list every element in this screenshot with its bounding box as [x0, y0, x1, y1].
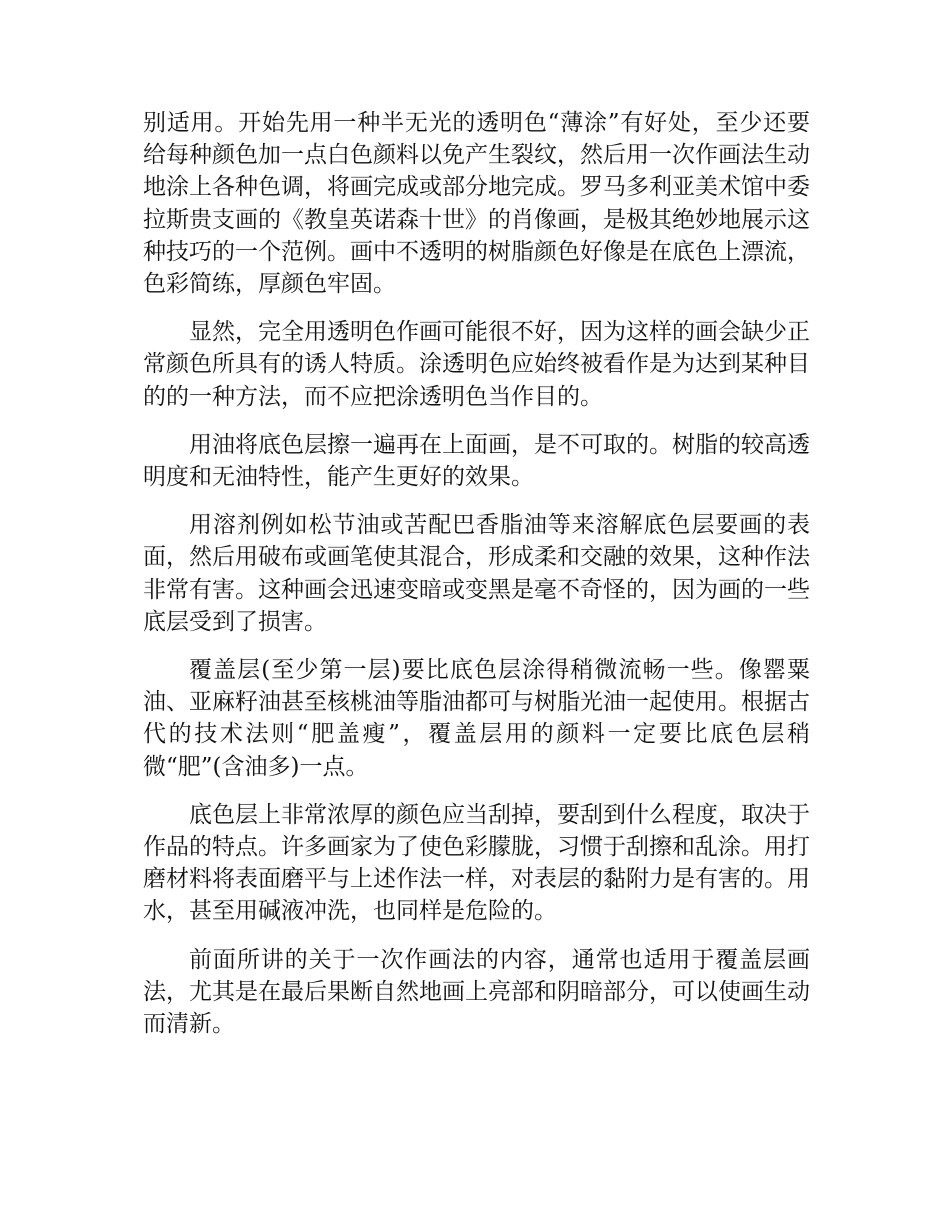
- paragraph: 前面所讲的关于一次作画法的内容，通常也适用于覆盖层画法，尤其是在最后果断自然地画上亮部和阴暗部分，可以使画生动而清新。: [143, 946, 810, 1038]
- paragraph: 用油将底色层擦一遍再在上面画，是不可取的。树脂的较高透明度和无油特性，能产生更好的效果。: [143, 431, 810, 491]
- paragraph-continued: 别适用。开始先用一种半无光的透明色“薄涂”有好处，至少还要给每种颜色加一点白色颜料以免产生裂纹，然后用一次作画法生动地涂上各种色调，将画完成或部分地完成。罗马多利亚美术馆中委拉斯贵支画的《教皇英诺森十世》的肖像画，是极其绝妙地展示这种技巧的一个范例。画中不透明的树脂颜色好像是在底色上漂流，色彩简练，厚颜色牢固。: [143, 110, 810, 298]
- paragraph: 覆盖层(至少第一层)要比底色层涂得稍微流畅一些。像罂粟油、亚麻籽油甚至核桃油等脂油都可与树脂光油一起使用。根据古代的技术法则“肥盖瘦”，覆盖层用的颜料一定要比底色层稍微“肥”(含油多)一点。: [143, 657, 810, 780]
- paragraph: 显然，完全用透明色作画可能很不好，因为这样的画会缺少正常颜色所具有的诱人特质。涂透明色应始终被看作是为达到某种目的的一种方法，而不应把涂透明色当作目的。: [143, 319, 810, 410]
- document-body: [143, 107, 810, 1056]
- paragraph: 用溶剂例如松节油或苦配巴香脂油等来溶解底色层要画的表面，然后用破布或画笔使其混合，形成柔和交融的效果，这种作法非常有害。这种画会迅速变暗或变黑是毫不奇怪的，因为画的一些底层受到了损害。: [143, 512, 810, 635]
- paragraph: 底色层上非常浓厚的颜色应当刮掉，要刮到什么程度，取决于作品的特点。许多画家为了使色彩朦胧，习惯于刮擦和乱涂。用打磨材料将表面磨平与上述作法一样，对表层的黏附力是有害的。用水，甚至用碱液冲洗，也同样是危险的。: [143, 801, 810, 925]
